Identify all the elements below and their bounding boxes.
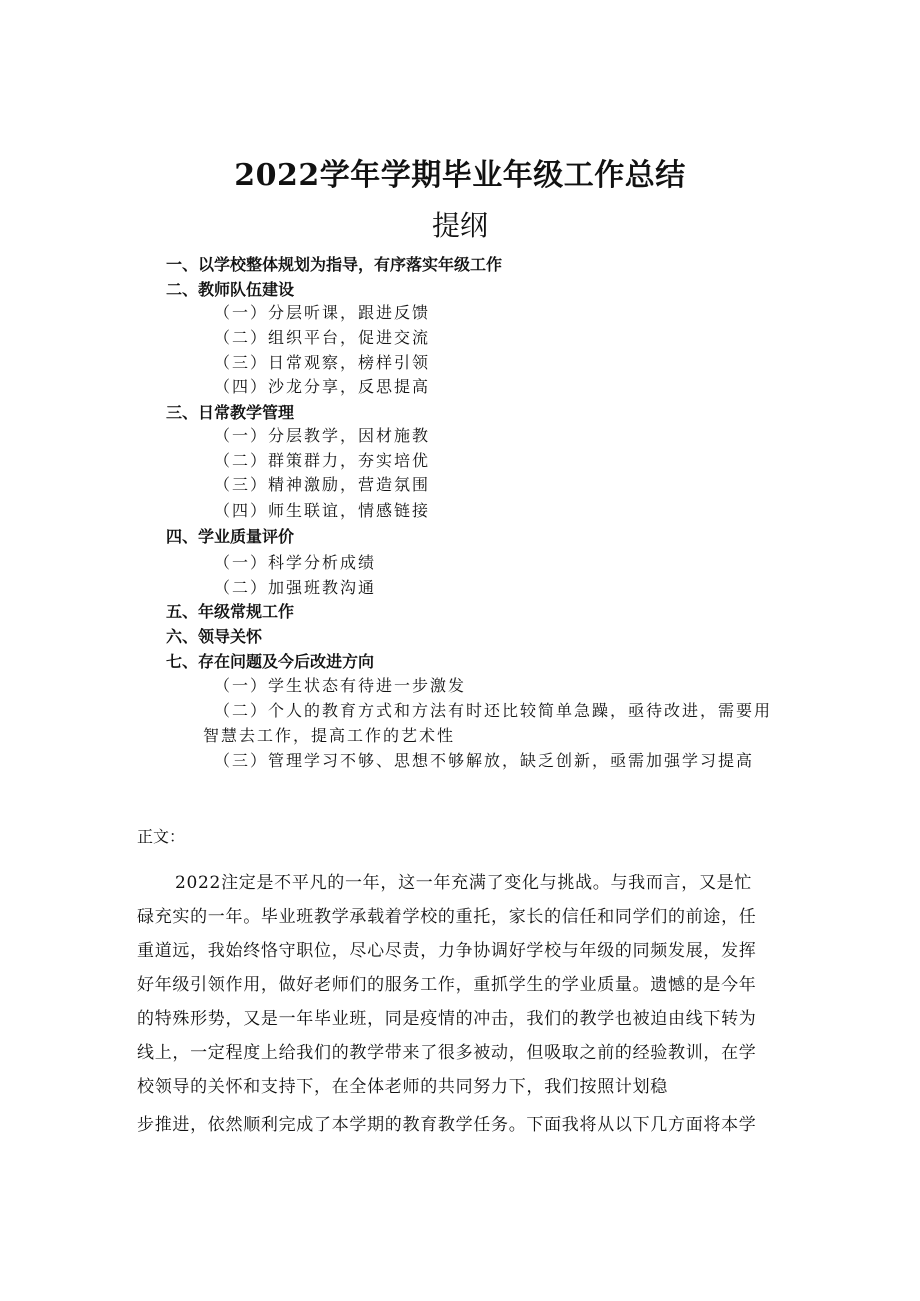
outline-subsection: （三）管理学习不够、思想不够解放，缺乏创新，亟需加强学习提高 bbox=[214, 751, 755, 770]
outline-section: 一、以学校整体规划为指导，有序落实年级工作 bbox=[166, 255, 503, 274]
paragraph-line: 好年级引领作用，做好老师们的服务工作，重抓学生的学业质量。遗憾的是今年 bbox=[137, 975, 757, 995]
outline-subsection: （二）组织平台，促进交流 bbox=[214, 328, 431, 347]
outline-heading: 提纲 bbox=[431, 209, 488, 242]
outline-section: 五、年级常规工作 bbox=[166, 602, 295, 621]
outline-subsection: （三）精神激励，营造氛围 bbox=[214, 475, 431, 494]
outline-section: 三、日常教学管理 bbox=[166, 403, 295, 422]
paragraph-line: 的特殊形势，又是一年毕业班，同是疫情的冲击，我们的教学也被迫由线下转为 bbox=[137, 1009, 757, 1029]
outline-subsection: （一）学生状态有待进一步激发 bbox=[214, 676, 467, 695]
outline-subsection: （二）个人的教育方式和方法有时还比较简单急躁，亟待改进，需要用 bbox=[214, 701, 773, 720]
paragraph-line: 校领导的关怀和支持下，在全体老师的共同努力下，我们按照计划稳 bbox=[137, 1077, 668, 1097]
outline-subsection: （二）群策群力，夯实培优 bbox=[214, 451, 431, 470]
outline-subsection-continued: 智慧去工作，提高工作的艺术性 bbox=[203, 726, 456, 745]
outline-subsection: （一）科学分析成绩 bbox=[214, 553, 377, 572]
paragraph-line: 线上，一定程度上给我们的教学带来了很多被动，但吸取之前的经验教训，在学 bbox=[137, 1043, 757, 1063]
outline-section: 六、领导关怀 bbox=[166, 627, 263, 646]
outline-section: 二、教师队伍建设 bbox=[166, 280, 295, 299]
body-label: 正文： bbox=[137, 827, 186, 846]
paragraph-line: 步推进，依然顺利完成了本学期的教育教学任务。下面我将从以下几方面将本学 bbox=[137, 1115, 757, 1135]
outline-subsection: （一）分层听课，跟进反馈 bbox=[214, 303, 431, 322]
paragraph-line: 重道远，我始终恪守职位，尽心尽责，力争协调好学校与年级的同频发展，发挥 bbox=[137, 941, 757, 961]
outline-subsection: （一）分层教学，因材施教 bbox=[214, 426, 431, 445]
outline-subsection: （二）加强班教沟通 bbox=[214, 578, 377, 597]
outline-section: 四、学业质量评价 bbox=[166, 527, 295, 546]
outline-section: 七、存在问题及今后改进方向 bbox=[166, 652, 375, 671]
outline-subsection: （三）日常观察，榜样引领 bbox=[214, 353, 431, 372]
paragraph-line: 2022注定是不平凡的一年，这一年充满了变化与挑战。与我而言，又是忙 bbox=[175, 873, 753, 893]
page-title: 2022学年学期毕业年级工作总结 bbox=[234, 158, 686, 193]
outline-subsection: （四）沙龙分享，反思提高 bbox=[214, 377, 431, 396]
outline-subsection: （四）师生联谊，情感链接 bbox=[214, 501, 431, 520]
paragraph-line: 碌充实的一年。毕业班教学承载着学校的重托，家长的信任和同学们的前途，任 bbox=[137, 907, 757, 927]
